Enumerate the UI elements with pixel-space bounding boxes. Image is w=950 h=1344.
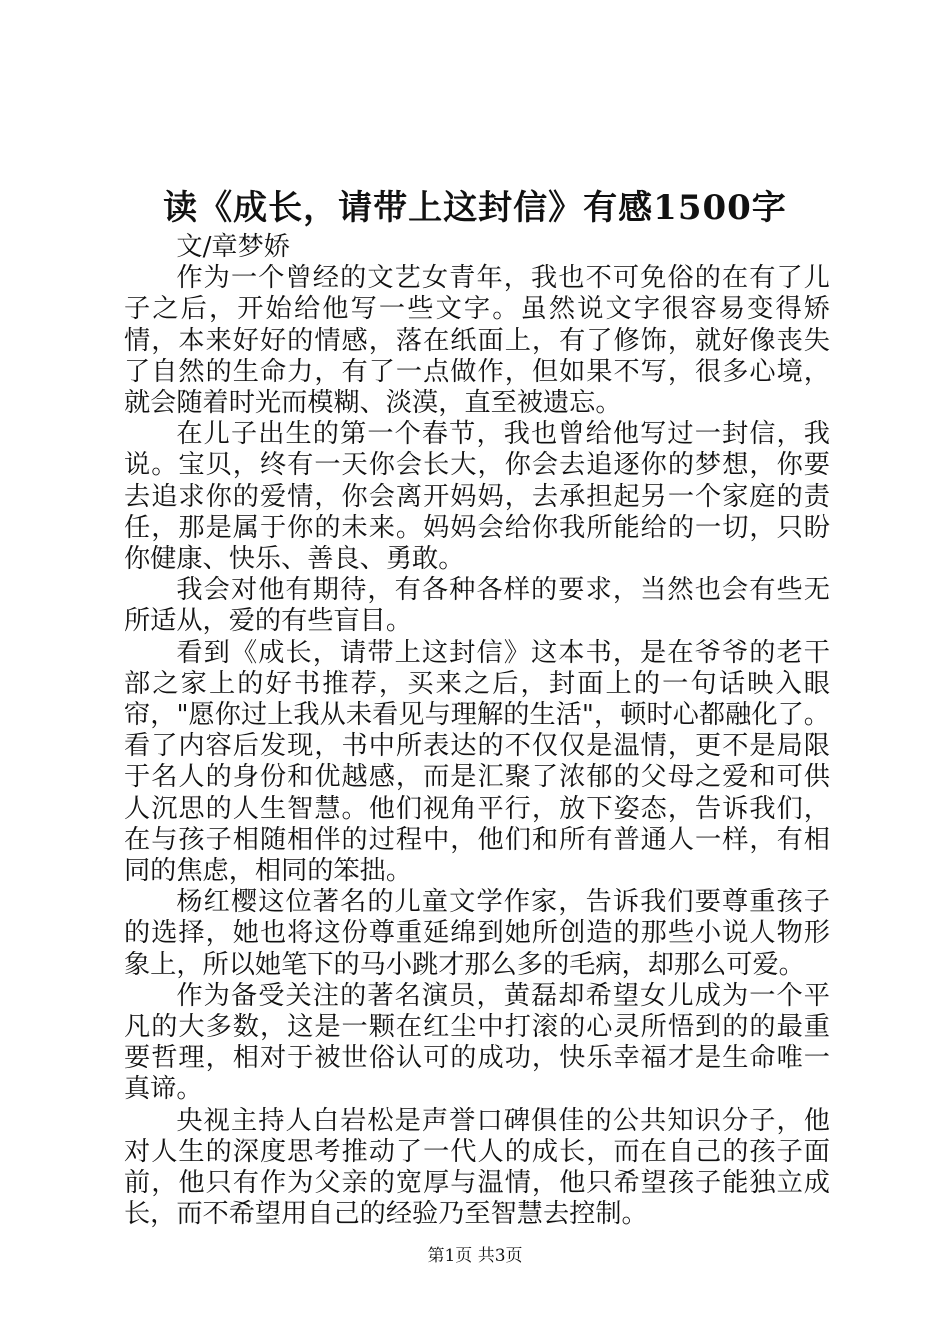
author-line: 文/章梦娇 (176, 232, 290, 262)
paragraph-1: 作为一个曾经的文艺女青年，我也不可免俗的在有了儿子之后，开始给他写一些文字。虽然说文字很容易变得矫情，本来好好的情感，落在纸面上，有了修饰，就好像丧失了自然的生命力，有了一点做作，但如果不写，很多心境，就会随着时光而模糊、淡漠，直至被遗忘。 (124, 263, 830, 419)
document-body (124, 232, 830, 1231)
document-title: 读《成长，请带上这封信》有感1500字 (163, 188, 787, 228)
paragraph-5: 杨红樱这位著名的儿童文学作家，告诉我们要尊重孩子的选择，她也将这份尊重延绵到她所创造的那些小说人物形象上，所以她笔下的马小跳才那么多的毛病，却那么可爱。 (124, 887, 830, 980)
paragraph-4: 看到《成长，请带上这封信》这本书，是在爷爷的老干部之家上的好书推荐，买来之后，封面上的一句话映入眼帘，"愿你过上我从未看见与理解的生活"，顿时心都融化了。看了内容后发现，书中所表达的不仅仅是温情，更不是局限于名人的身份和优越感，而是汇聚了浓郁的父母之爱和可供人沉思的人生智慧。他们视角平行，放下姿态，告诉我们，在与孩子相随相伴的过程中，他们和所有普通人一样，有相同的焦虑，相同的笨拙。 (124, 637, 830, 887)
paragraph-7: 央视主持人白岩松是声誉口碑俱佳的公共知识分子，他对人生的深度思考推动了一代人的成长，而在自己的孩子面前，他只有作为父亲的宽厚与温情，他只希望孩子能独立成长，而不希望用自己的经验乃至智慧去控制。 (124, 1105, 830, 1230)
page-footer: 第1页 共3页 (427, 1246, 523, 1266)
paragraph-2: 在儿子出生的第一个春节，我也曾给他写过一封信，我说。宝贝，终有一天你会长大，你会去追逐你的梦想，你要去追求你的爱情，你会离开妈妈，去承担起另一个家庭的责任，那是属于你的未来。妈妈会给你我所能给的一切，只盼你健康、快乐、善良、勇敢。 (124, 419, 830, 575)
paragraph-6: 作为备受关注的著名演员，黄磊却希望女儿成为一个平凡的大多数，这是一颗在红尘中打滚的心灵所悟到的的最重要哲理，相对于被世俗认可的成功，快乐幸福才是生命唯一真谛。 (124, 980, 830, 1105)
paragraph-3: 我会对他有期待，有各种各样的要求，当然也会有些无所适从，爱的有些盲目。 (124, 575, 830, 637)
